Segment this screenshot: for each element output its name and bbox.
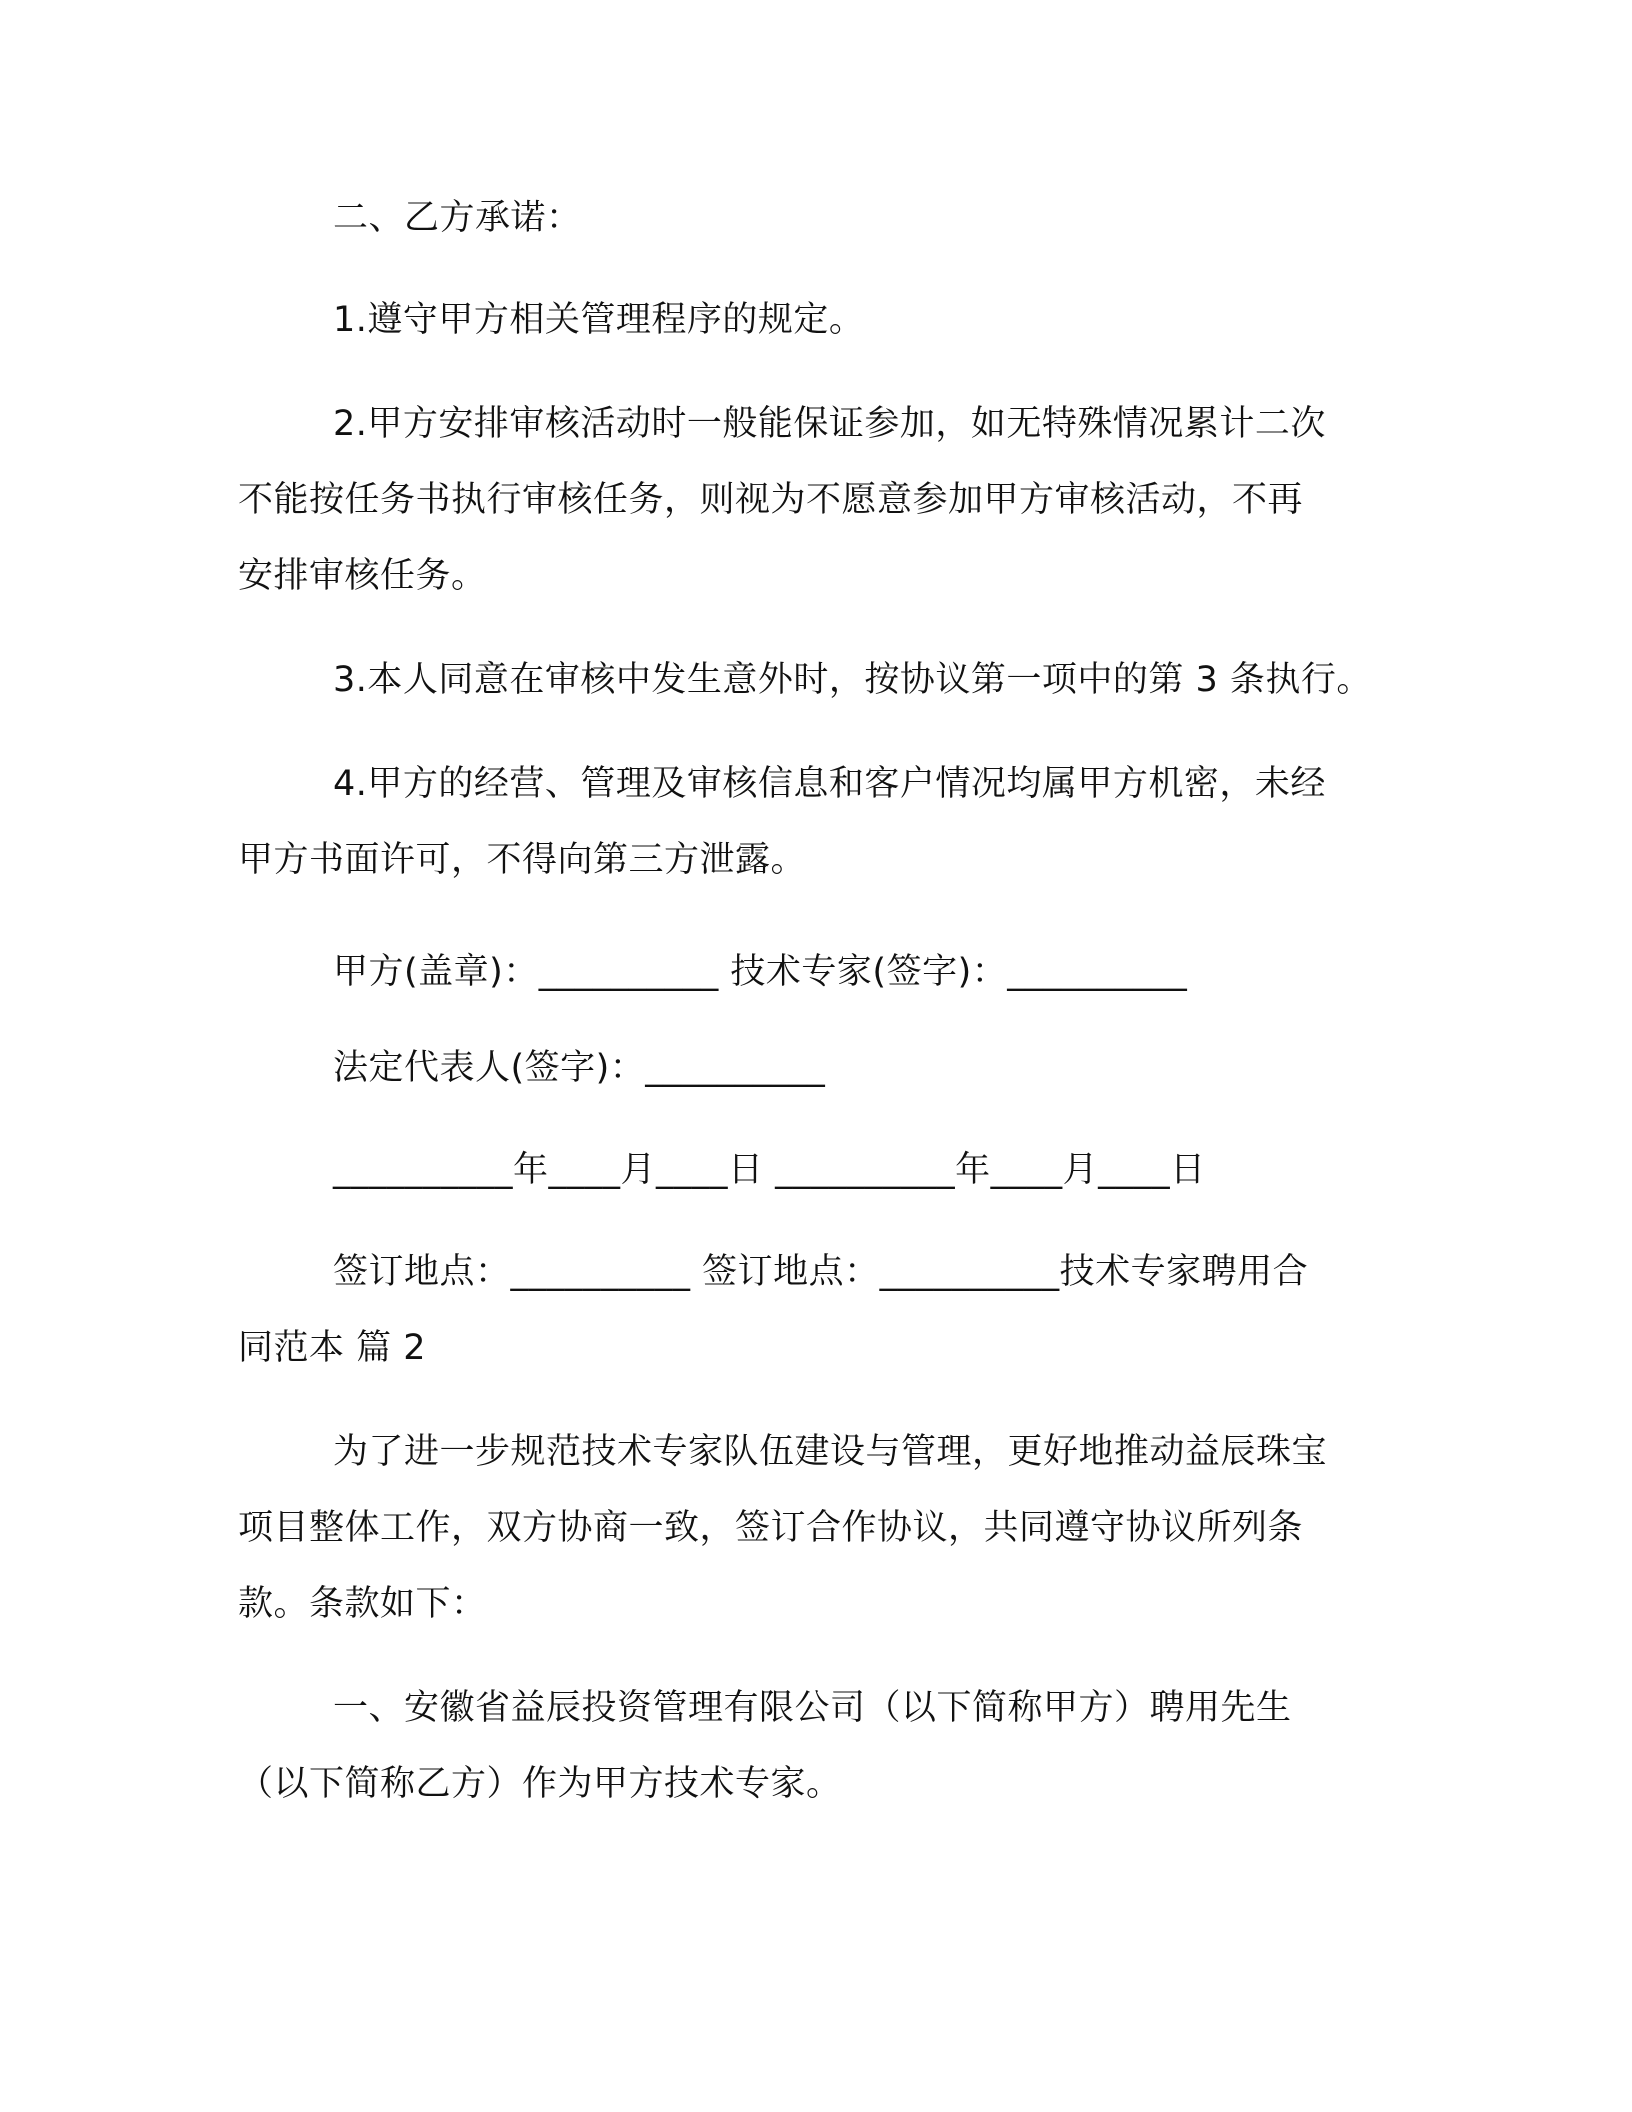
clause-4-line-2: 甲方书面许可，不得向第三方泄露。 [238, 840, 807, 880]
clause-2-line-1: 2.甲方安排审核活动时一般能保证参加，如无特殊情况累计二次 [333, 404, 1326, 444]
section-heading-party-b-promises: 二、乙方承诺： [333, 198, 582, 238]
intro-paragraph-line-1: 为了进一步规范技术专家队伍建设与管理，更好地推动益辰珠宝 [333, 1432, 1328, 1472]
signing-location-line-1: 签订地点：__________ 签订地点：__________技术专家聘用合 [333, 1252, 1309, 1292]
signing-location-line-2: 同范本 篇 2 [238, 1328, 427, 1368]
clause-2-line-2: 不能按任务书执行审核任务，则视为不愿意参加甲方审核活动，不再 [238, 480, 1304, 520]
clause-1: 1.遵守甲方相关管理程序的规定。 [333, 300, 865, 340]
intro-paragraph-line-2: 项目整体工作，双方协商一致，签订合作协议，共同遵守协议所列条 [238, 1508, 1304, 1548]
intro-paragraph-line-3: 款。条款如下： [238, 1584, 487, 1624]
signature-legal-representative: 法定代表人(签字)：__________ [333, 1048, 826, 1088]
article-1-line-1: 一、安徽省益辰投资管理有限公司（以下简称甲方）聘用先生 [333, 1688, 1292, 1728]
clause-2-line-3: 安排审核任务。 [238, 556, 487, 596]
signature-party-a-and-expert: 甲方(盖章)：__________ 技术专家(签字)：__________ [333, 952, 1188, 992]
signature-dates: __________年____月____日 __________年____月____日 [333, 1150, 1206, 1190]
clause-4-line-1: 4.甲方的经营、管理及审核信息和客户情况均属甲方机密，未经 [333, 764, 1326, 804]
clause-3: 3.本人同意在审核中发生意外时，按协议第一项中的第 3 条执行。 [333, 660, 1372, 700]
article-1-line-2: （以下简称乙方）作为甲方技术专家。 [238, 1764, 842, 1804]
